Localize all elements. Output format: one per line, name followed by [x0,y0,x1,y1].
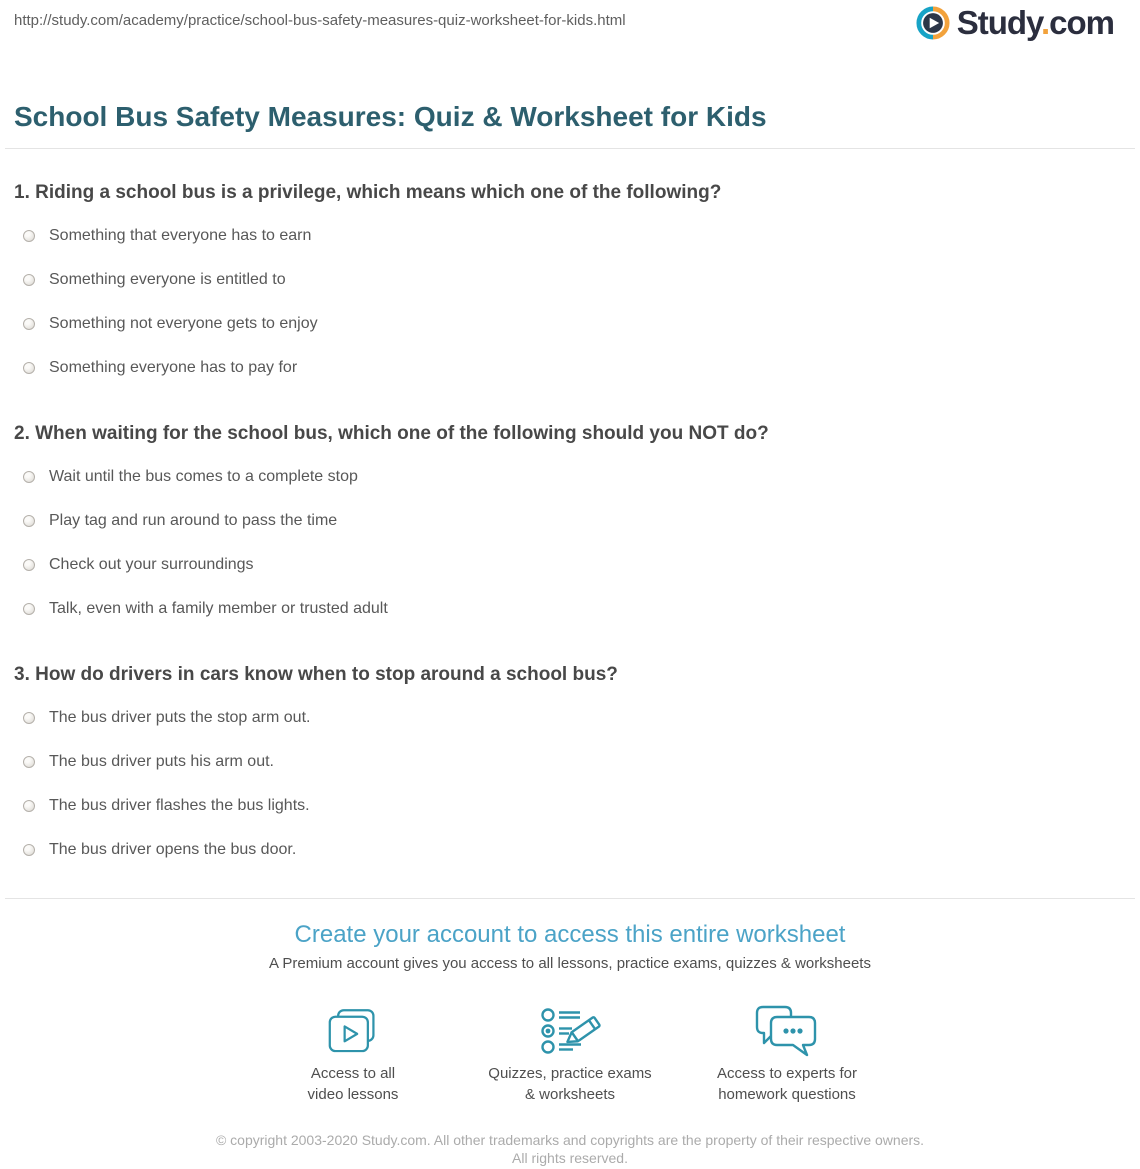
options-list [14,214,1126,390]
feature-label: Quizzes, practice exams & worksheets [488,1065,652,1103]
option-row[interactable] [14,784,1126,828]
feature-label: Access to all video lessons [307,1065,399,1103]
question-block-3 [14,663,1126,872]
page-header [14,0,1126,60]
option-label[interactable]: The bus driver puts the stop arm out. [49,709,311,726]
option-row[interactable] [14,258,1126,302]
option-label[interactable]: Talk, even with a family member or trusted adult [49,600,388,617]
radio-button[interactable] [23,712,35,724]
option-label[interactable]: Something that everyone has to earn [49,227,312,244]
feature-homework-experts [679,1005,896,1105]
play-circle-icon [916,6,950,40]
option-row[interactable] [14,302,1126,346]
page-footer [14,1131,1126,1167]
option-row[interactable] [14,740,1126,784]
create-account-link[interactable]: Create your account to access this entire worksheet [294,921,846,948]
cta-subheading: A Premium account gives you access to all lessons, practice exams, quizzes & worksheets [269,955,871,972]
feature-label: Access to experts for homework questions [716,1065,858,1103]
features-row [14,1005,1126,1105]
logo-wordmark: Study.com [956,4,1114,41]
page-title: School Bus Safety Measures: Quiz & Worksheet for Kids [14,101,767,132]
radio-button[interactable] [23,471,35,483]
copyright-text: © copyright 2003-2020 Study.com. All other trademarks and copyrights are the property of their respective owners. All rights reserved. [215,1132,925,1166]
question-text: 3. How do drivers in cars know when to stop around a school bus? [14,664,618,685]
option-row[interactable] [14,543,1126,587]
option-label[interactable]: The bus driver puts his arm out. [49,753,274,770]
question-text: 2. When waiting for the school bus, which one of the following should you NOT do? [14,423,769,444]
section-divider [5,898,1135,899]
question-block-2 [14,422,1126,631]
option-label[interactable]: Something everyone has to pay for [49,359,298,376]
quiz-worksheet-icon [539,1007,601,1057]
option-label[interactable]: Something everyone is entitled to [49,271,286,288]
feature-video-lessons [245,1005,462,1105]
feature-quizzes-worksheets [462,1005,679,1105]
radio-button[interactable] [23,274,35,286]
option-row[interactable] [14,346,1126,390]
radio-button[interactable] [23,844,35,856]
option-label[interactable]: The bus driver flashes the bus lights. [49,797,310,814]
chat-experts-icon [755,1005,819,1057]
options-list [14,696,1126,872]
studycom-logo[interactable] [916,6,1114,40]
radio-button[interactable] [23,603,35,615]
options-list [14,455,1126,631]
video-lessons-icon [327,1008,379,1057]
radio-button[interactable] [23,559,35,571]
radio-button[interactable] [23,362,35,374]
option-row[interactable] [14,696,1126,740]
option-row[interactable] [14,828,1126,872]
option-row[interactable] [14,214,1126,258]
option-row[interactable] [14,587,1126,631]
cta-section [14,921,1126,1105]
radio-button[interactable] [23,318,35,330]
question-block-1 [14,181,1126,390]
question-text: 1. Riding a school bus is a privilege, which means which one of the following? [14,182,722,203]
option-row[interactable] [14,455,1126,499]
title-divider [5,148,1135,149]
option-label[interactable]: Something not everyone gets to enjoy [49,315,318,332]
radio-button[interactable] [23,800,35,812]
option-label[interactable]: Check out your surroundings [49,556,254,573]
option-row[interactable] [14,499,1126,543]
radio-button[interactable] [23,230,35,242]
page-url: http://study.com/academy/practice/school-bus-safety-measures-quiz-worksheet-for-kids.html [14,12,626,29]
option-label[interactable]: The bus driver opens the bus door. [49,841,297,858]
radio-button[interactable] [23,515,35,527]
option-label[interactable]: Wait until the bus comes to a complete stop [49,468,358,485]
radio-button[interactable] [23,756,35,768]
option-label[interactable]: Play tag and run around to pass the time [49,512,338,529]
